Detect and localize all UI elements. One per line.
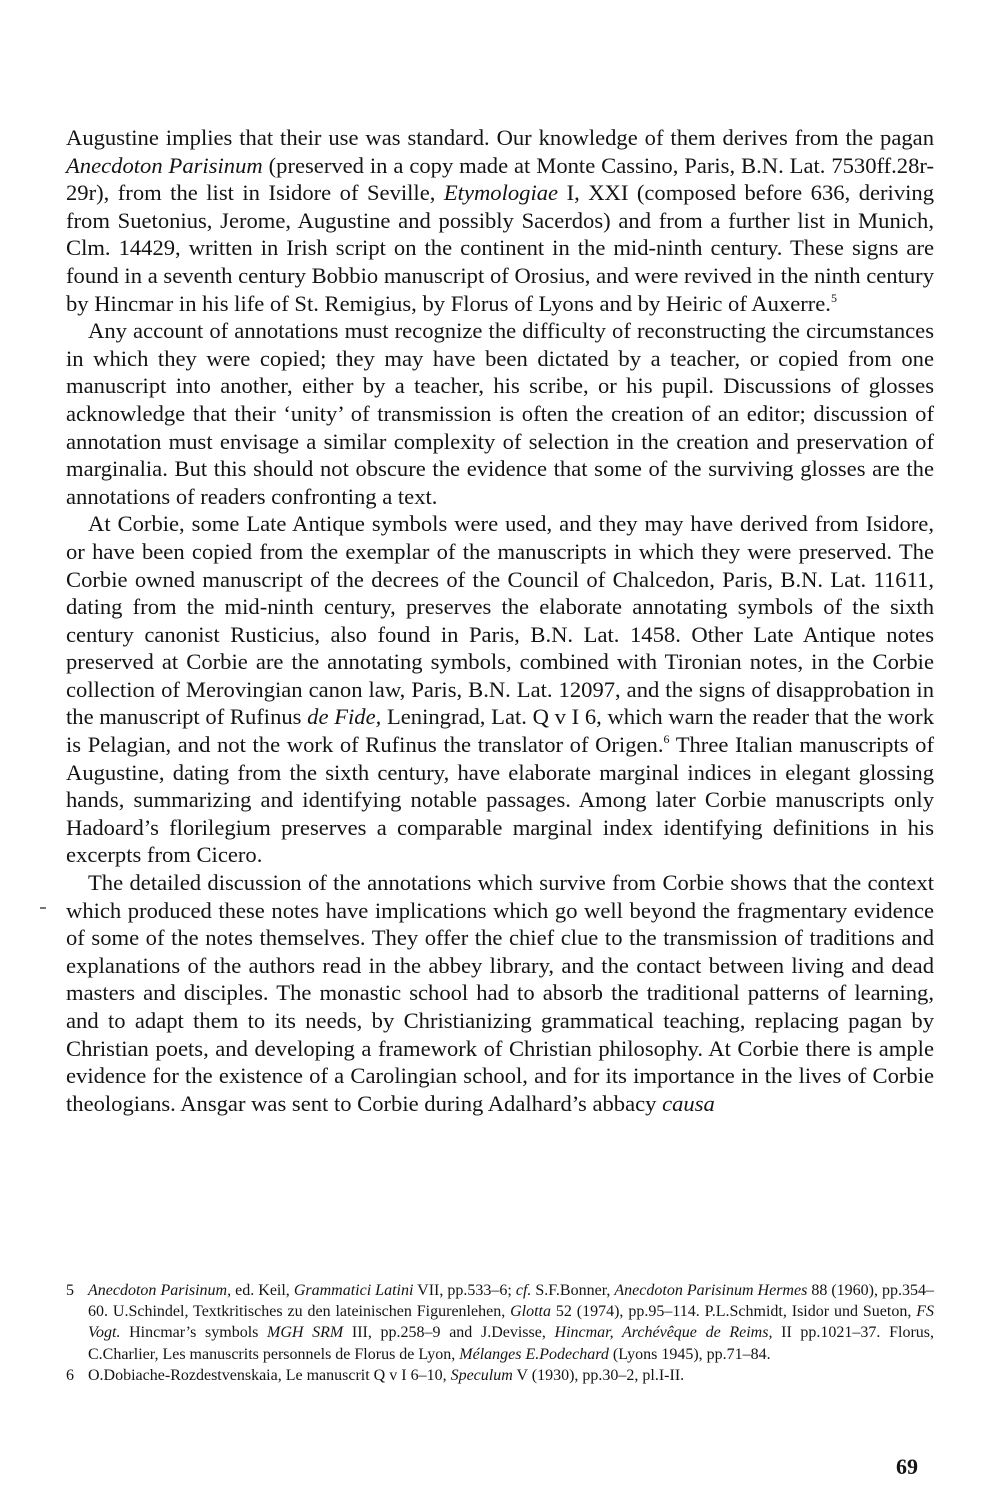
- italic-text: Anecdoton Parisinum Hermes: [614, 1282, 808, 1299]
- footnote-ref: 6: [663, 732, 670, 747]
- footnote-number: 5: [66, 1282, 74, 1299]
- italic-text: Hincmar, Archévêque de Reims,: [554, 1324, 773, 1342]
- text-run: III, pp.258–9 and J.Devisse,: [343, 1324, 555, 1342]
- text-run: (preserved in a copy made at Monte Cassino, Paris, B.N. Lat. 7530ff.28r-29r), from the list in Isidore of Seville,: [66, 152, 934, 206]
- italic-text: causa: [662, 1090, 715, 1116]
- text-run: V (1930), pp.30–2, pl.I-II.: [512, 1366, 685, 1384]
- paragraph: [66, 317, 934, 510]
- text-run: O.Dobiache-Rozdestvenskaia, Le manuscrit Q v I 6–10,: [88, 1366, 451, 1384]
- italic-text: FS Vogt.: [88, 1303, 934, 1342]
- footnote: [66, 1280, 934, 1365]
- main-text: [66, 124, 934, 1117]
- text-run: I, XXI (composed before 636, deriving from Suetonius, Jerome, Augustine and possibly Sacerdos) and from a further list in Munich, Clm. 14429, written in Irish script on the continent in the mid-ninth century. These signs are found in a seventh century Bobbio manuscript of Orosius, and were revived in the ninth century by Hincmar in his life of St. Remigius, by Florus of Lyons and by Heiric of Auxerre.: [66, 180, 934, 316]
- text-run: Any account of annotations must recognize the difficulty of reconstructing the circumstances in which they were copied; they may have been dictated by a teacher, or copied from one manuscript into another, either by a teacher, his scribe, or his pupil. Discussions of glosses acknowledge that their ‘unity’ of transmission is often the creation of an editor; discussion of annotation must envisage a similar complexity of selection in the creation and preservation of marginalia. But this should not obscure the evidence that some of the surviving glosses are the annotations of readers confronting a text.: [66, 318, 934, 509]
- text-run: 88 (1960), pp.354–60. U.Schindel, Textkritisches zu den lateinischen Figurenlehen,: [88, 1282, 935, 1321]
- italic-text: Mélanges E.Podechard: [459, 1345, 609, 1363]
- italic-text: Etymologiae: [443, 180, 559, 206]
- text-run: Leningrad, Lat. Q v I 6, which warn the reader that the work is Pelagian, and not the work of Rufinus the translator of Origen.: [66, 704, 934, 758]
- paragraph: [66, 510, 934, 869]
- text-run: (Lyons 1945), pp.71–84.: [608, 1345, 771, 1363]
- italic-text: Anecdoton Parisinum,: [88, 1282, 232, 1299]
- text-run: S.F.Bonner,: [531, 1282, 615, 1299]
- margin-mark: [40, 907, 46, 909]
- italic-text: de Fide,: [307, 704, 382, 730]
- footnote: [66, 1365, 934, 1386]
- paragraph: [66, 124, 934, 317]
- footnote-number: 6: [66, 1366, 74, 1384]
- text-run: VII, pp.533–6;: [413, 1282, 516, 1299]
- text-run: ed. Keil,: [231, 1282, 294, 1299]
- footnote-ref: 5: [830, 290, 837, 305]
- italic-text: Anecdoton Parisinum: [66, 152, 263, 178]
- text-run: The detailed discussion of the annotations which survive from Corbie shows that the context which produced these notes have implications which go well beyond the fragmentary evidence of some of the notes themselves. They offer the chief clue to the transmission of traditions and explanations of the authors read in the abbey library, and the contact between living and dead masters and disciples. The monastic school had to absorb the traditional patterns of learning, and to adapt them to its needs, by Christianizing grammatical teaching, replacing pagan by Christian poets, and developing a framework of Christian philosophy. At Corbie there is ample evidence for the existence of a Carolingian school, and for its importance in the lives of Corbie theologians. Ansgar was sent to Corbie during Adalhard’s abbacy: [66, 870, 934, 1116]
- italic-text: Glotta: [510, 1303, 551, 1321]
- italic-text: Speculum: [450, 1366, 513, 1384]
- text-run: At Corbie, some Late Antique symbols were used, and they may have derived from Isidore, or have been copied from the exemplar of the manuscripts in which they were preserved. The Corbie owned manuscript of the decrees of the Council of Chalcedon, Paris, B.N. Lat. 11611, dating from the mid-ninth century, preserves the elaborate annotating symbols of the sixth century canonist Rusticius, also found in Paris, B.N. Lat. 1458. Other Late Antique notes preserved at Corbie are the annotating symbols, combined with Tironian notes, in the Corbie collection of Merovingian canon law, Paris, B.N. Lat. 12097, and the signs of disapprobation in the manuscript of Rufinus: [66, 511, 934, 730]
- paragraph: [66, 869, 934, 1117]
- page-number: 69: [896, 1454, 918, 1479]
- italic-text: cf.: [515, 1282, 532, 1299]
- text-run: Three Italian manuscripts of Augustine, dating from the sixth century, have elaborate marginal indices in elegant glossing hands, summarizing and identifying notable passages. Among later Corbie manuscripts only Hadoard’s florilegium preserves a comparable marginal index identifying definitions in his excerpts from Cicero.: [66, 732, 934, 868]
- text-run: II pp.1021–37. Florus, C.Charlier, Les manuscrits personnels de Florus de Lyon,: [88, 1324, 934, 1363]
- italic-text: Grammatici Latini: [293, 1282, 414, 1299]
- footnotes: [66, 1280, 934, 1386]
- italic-text: MGH SRM: [267, 1324, 344, 1342]
- text-run: 52 (1974), pp.95–114. P.L.Schmidt, Isidor und Sueton,: [550, 1303, 917, 1321]
- text-run: Augustine implies that their use was standard. Our knowledge of them derives from the pagan: [66, 125, 934, 150]
- text-run: Hincmar’s symbols: [120, 1324, 268, 1342]
